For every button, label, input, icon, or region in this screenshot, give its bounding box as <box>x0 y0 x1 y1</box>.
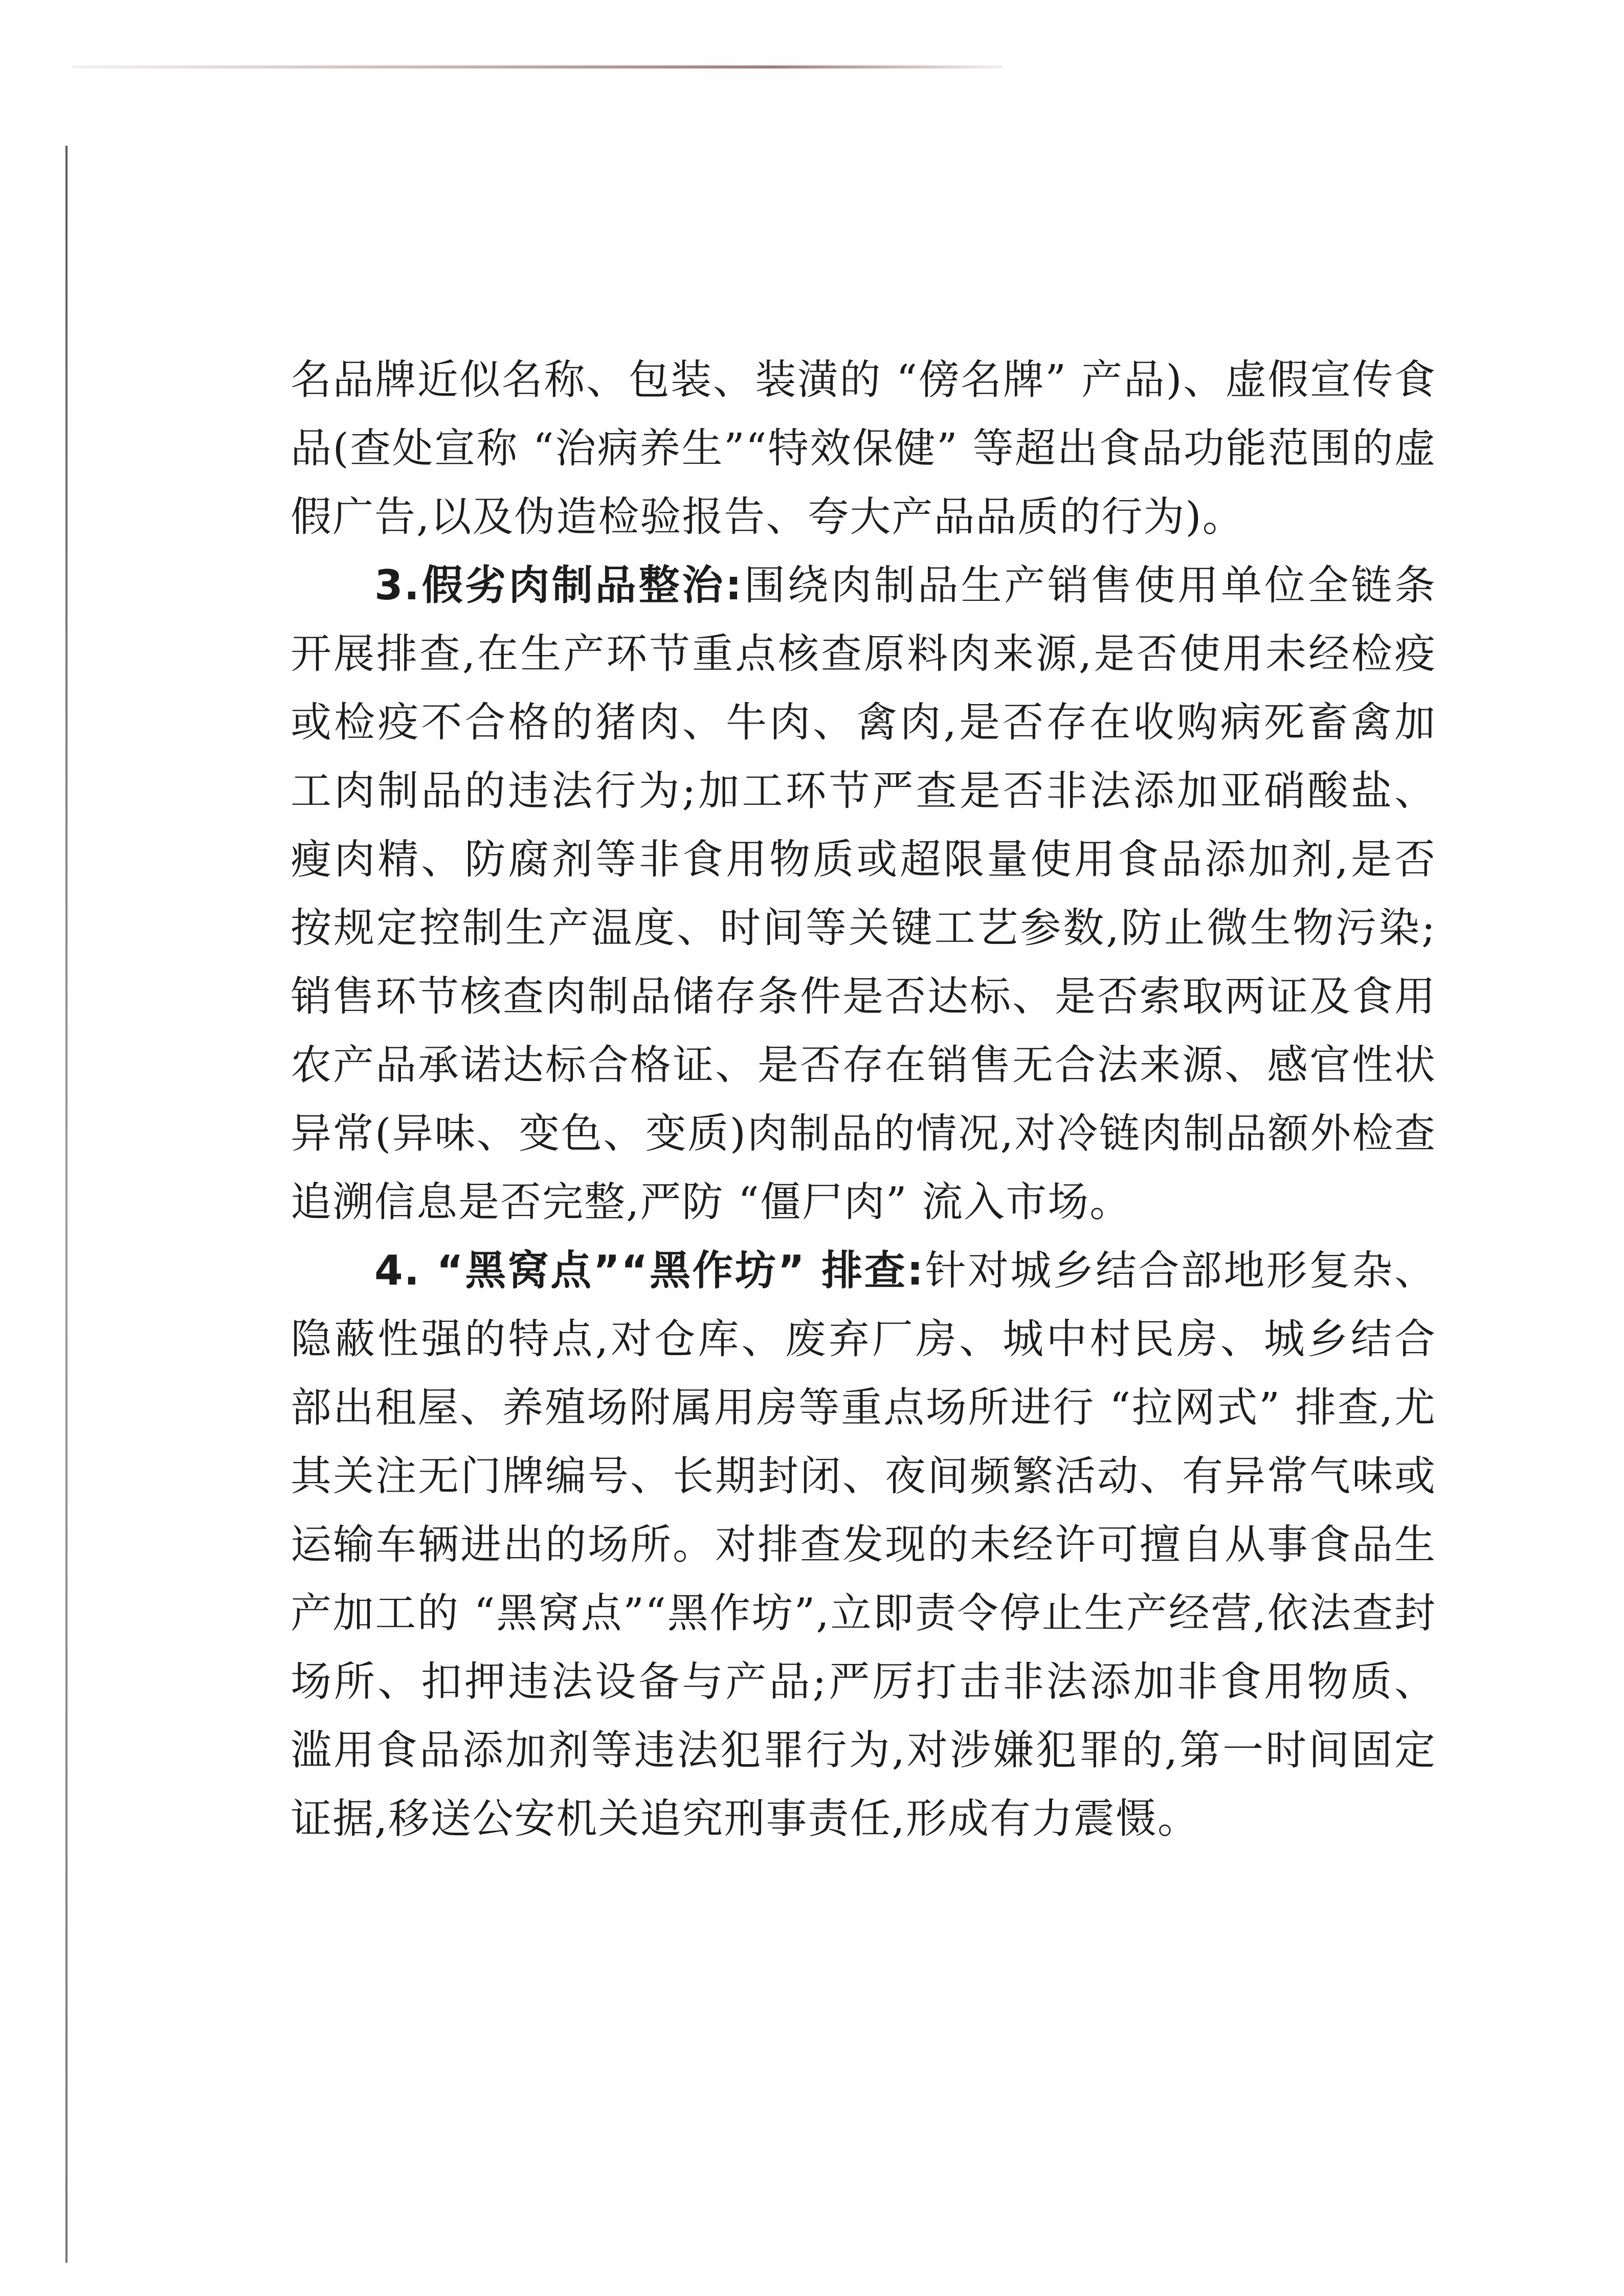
scan-left-edge <box>65 146 68 2263</box>
scan-top-edge <box>72 65 1003 69</box>
paragraph-text: 名品牌近似名称、包装、装潢的 “傍名牌” 产品)、虚假宣传食品(查处宣称 “治病养生”“特效保健” 等超出食品功能范围的虚假广告,以及伪造检验报告、夸大产品品质的行为)。 <box>291 356 1436 541</box>
paragraph-text: 针对城乡结合部地形复杂、隐蔽性强的特点,对仓库、废弃厂房、城中村民房、城乡结合部出租屋、养殖场附属用房等重点场所进行 “拉网式” 排查,尤其关注无门牌编号、长期封闭、夜间频繁活动、有异常气味或运输车辆进出的场所。对排查发现的未经许可擅自从事食品生产加工的 “黑窝点”“黑作坊”,立即责令停止生产经营,依法查封场所、扣押违法设备与产品;严厉打击非法添加非食用物质、滥用食品添加剂等违法犯罪行为,对涉嫌犯罪的,第一时间固定证据,移送公安机关追究刑事责任,形成有力震慑。 <box>291 1247 1436 1842</box>
paragraph-meat-products <box>291 551 1436 1236</box>
paragraph-text: 围绕肉制品生产销售使用单位全链条开展排查,在生产环节重点核查原料肉来源,是否使用未经检疫或检疫不合格的猪肉、牛肉、禽肉,是否存在收购病死畜禽加工肉制品的违法行为;加工环节严查是否非法添加亚硝酸盐、瘦肉精、防腐剂等非食用物质或超限量使用食品添加剂,是否按规定控制生产温度、时间等关键工艺参数,防止微生物污染;销售环节核查肉制品储存条件是否达标、是否索取两证及食用农产品承诺达标合格证、是否存在销售无合法来源、感官性状异常(异味、变色、变质)肉制品的情况,对冷链肉制品额外检查追溯信息是否完整,严防 “僵尸肉” 流入市场。 <box>291 561 1436 1226</box>
paragraph-illegal-workshops <box>291 1236 1436 1853</box>
paragraph-continued <box>291 346 1436 551</box>
document-body <box>291 346 1436 1853</box>
section-heading-meat-products: 3.假劣肉制品整治: <box>374 561 743 609</box>
section-heading-illegal-workshops: 4. “黑窝点”“黑作坊” 排查: <box>374 1247 925 1294</box>
